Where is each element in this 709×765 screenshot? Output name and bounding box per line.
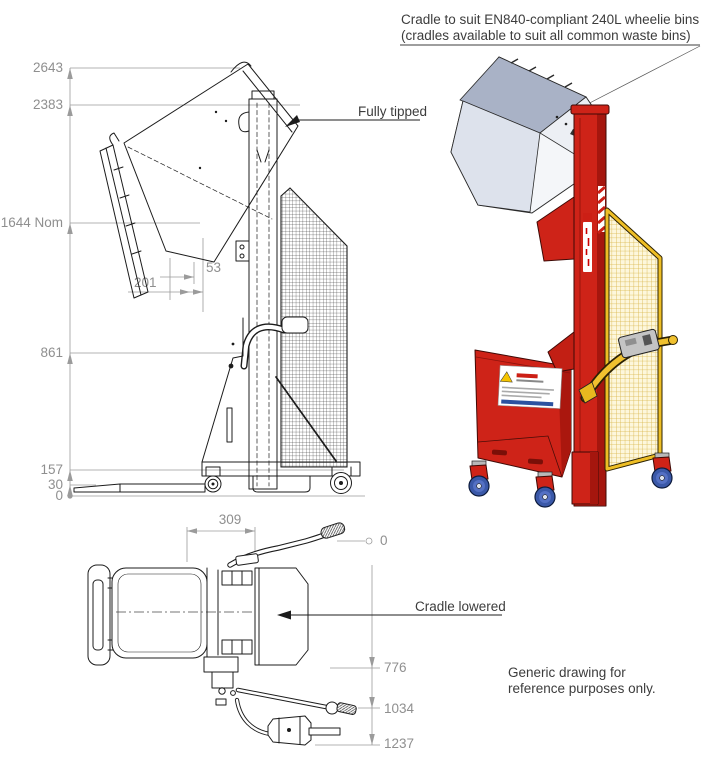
fully-tipped-callout (285, 104, 427, 127)
side-view-machine (74, 62, 427, 493)
plan-machine (88, 522, 357, 745)
render-carriage (537, 197, 574, 261)
plan-cradle-body (112, 568, 207, 658)
top-note-line1: Cradle to suit EN840-compliant 240L wheelie bins (401, 12, 700, 27)
plan-depth-dimension (315, 565, 415, 751)
width-label-53: 53 (206, 260, 222, 275)
plan-label-309: 309 (218, 512, 242, 527)
plan-back-plate (255, 568, 308, 665)
height-label-861: 861 (40, 345, 63, 360)
side-cradle-tipped (124, 62, 298, 262)
height-label-30: 30 (47, 477, 63, 492)
plan-label-1237: 1237 (384, 736, 415, 751)
top-note-leader-line (578, 46, 700, 109)
width-arrow-53 (184, 274, 194, 280)
side-mast (236, 91, 277, 489)
render-caster-mid (535, 472, 555, 507)
footer-note (508, 665, 656, 696)
height-label-0: 0 (55, 488, 63, 503)
plan-comb (207, 568, 252, 657)
width-label-201: 201 (134, 275, 157, 290)
width-arrow-201b (180, 289, 190, 295)
warning-sticker (498, 365, 562, 408)
footer-note-line2: reference purposes only. (508, 681, 656, 696)
cradle-lowered-label: Cradle lowered (415, 599, 506, 614)
hazard-stripe-decal (598, 186, 605, 233)
render-caster-rear (652, 453, 672, 488)
render-3d (451, 57, 678, 507)
plan-label-0: 0 (380, 533, 388, 548)
plan-zero-marker (337, 533, 388, 548)
plan-handle (230, 522, 346, 566)
side-caster-front (205, 467, 221, 492)
plan-width-dimension (187, 512, 255, 562)
width-arrow-201a (193, 289, 203, 295)
height-label-157: 157 (40, 462, 63, 477)
render-caster-left (469, 461, 489, 496)
fully-tipped-label: Fully tipped (358, 104, 428, 119)
plan-lever (238, 690, 357, 715)
side-caster-rear (331, 467, 352, 494)
cradle-lowered-callout (277, 599, 506, 620)
plan-view (88, 512, 506, 751)
plan-label-776: 776 (384, 660, 407, 675)
top-note-line2: (cradles available to suit all common waste bins) (401, 28, 691, 43)
height-label-1644: 1644 Nom (0, 215, 63, 230)
footer-note-line1: Generic drawing for (508, 665, 626, 680)
height-label-2383: 2383 (32, 97, 63, 112)
height-label-2643: 2643 (32, 60, 63, 75)
plan-label-1034: 1034 (384, 701, 415, 716)
plan-mast-section (204, 657, 238, 705)
side-cradle-lid (100, 133, 148, 298)
